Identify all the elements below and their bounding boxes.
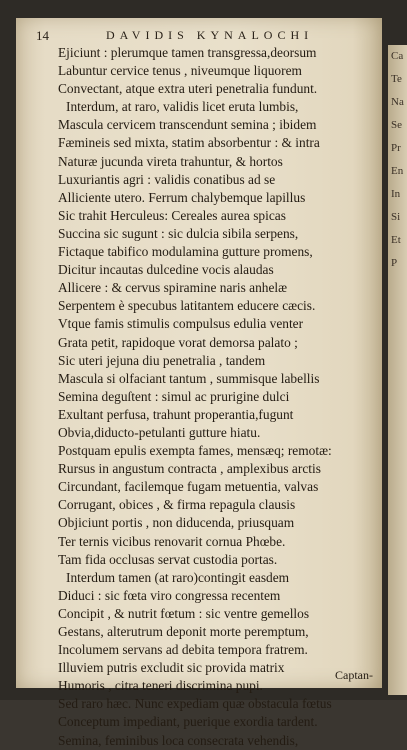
verse-line: Vtque famis stimulis compulsus edulia venter	[58, 316, 304, 332]
running-title: DAVIDIS KYNALOCHI	[106, 28, 314, 42]
verse-line: Interdum tamen (at raro)contingit easdem	[66, 569, 290, 585]
verse-text	[58, 44, 384, 750]
verse-line: Circundant, facilemque fugam metuentia, valvas	[58, 479, 319, 495]
verse-line: Ter ternis vicibus renovarit cornua Phœbe.	[58, 533, 286, 549]
verse-line: Fæmineis sed mixta, statim absorbentur : & intra	[58, 135, 320, 151]
verse-line: Semina, feminibus loca consecrata vehendis,	[58, 732, 299, 748]
verse-line: Succina sic sugunt : sic dulcia sibila serpens,	[58, 225, 299, 241]
adjacent-page-fragment: Te	[391, 73, 402, 85]
verse-line: Objiciunt portis , non diducenda, priusquam	[58, 515, 295, 531]
adjacent-page-fragment: Pr	[391, 142, 401, 154]
verse-line: Gestans, alterutrum deponit morte peremptum,	[58, 624, 309, 639]
verse-line: Sed raro hæc. Nunc expediam quæ obstacula fœtus	[58, 696, 332, 712]
verse-line: Alliciente utero. Ferrum chalybemque lapillus	[58, 189, 306, 205]
adjacent-page-fragment: P	[391, 257, 398, 269]
adjacent-page-fragment: In	[391, 188, 401, 200]
verse-line: Corrugant, obices , & firma repagula clausis	[58, 497, 296, 513]
adjacent-page-fragment: Se	[391, 119, 402, 131]
verse-line: Naturæ jucunda vireta trahuntur, & hortos	[58, 153, 283, 169]
verse-line: Conceptum impediant, puerique exordia tardent.	[58, 714, 318, 730]
verse-line: Sic uteri jejuna diu penetralia , tandem	[58, 352, 266, 368]
verse-line: Allicere : & cervus spiramine naris anhelæ	[58, 280, 288, 296]
verse-line: Luxuriantis agri : validis conatibus ad se	[58, 171, 276, 187]
page-number: 14	[36, 28, 49, 43]
verse-line: Rursus in angustum contracta , amplexibus arctis	[58, 461, 321, 477]
adjacent-page-fragment: Ca	[391, 50, 404, 62]
adjacent-page-fragment: Et	[391, 234, 401, 246]
adjacent-page-edge	[388, 45, 407, 695]
verse-line: Tam fida occlusas servat custodia portas.	[58, 551, 278, 567]
verse-line: Dicitur incautas dulcedine vocis alaudas	[58, 262, 274, 278]
verse-line: Mascula si olfaciant tantum , summisque labellis	[58, 370, 320, 386]
verse-line: Labuntur cervice tenus , niveumque liquorem	[58, 63, 302, 79]
verse-line: Humoris , citra teneri discrimina pupi.	[58, 678, 263, 694]
verse-line: Postquam epulis exempta fames, mensæq; remotæ:	[58, 443, 332, 459]
catchword: Captan-	[335, 668, 373, 682]
verse-line: Incolumem servans ad debita tempora fratrem.	[58, 642, 308, 658]
adjacent-page-fragment: En	[391, 165, 404, 177]
verse-line: Serpentem è specubus latitantem educere cæcis.	[58, 298, 316, 314]
verse-line: Obvia,diducto-petulanti gutture hiatu.	[58, 424, 261, 440]
verse-line: Fictaque tabifico modulamina gutture promens,	[58, 244, 313, 260]
verse-line: Concipit , & nutrit fœtum : sic ventre gemellos	[58, 605, 310, 621]
verse-line: Grata petit, rapidoque vorat demorsa palato ;	[58, 334, 298, 350]
verse-line: Convectant, atque extra uteri penetralia fundunt.	[58, 81, 318, 97]
verse-line: Semina deguſtent : simul ac prurigine dulci	[58, 388, 290, 404]
verse-line: Interdum, at raro, validis licet eruta lumbis,	[66, 99, 299, 115]
adjacent-page-fragment: Si	[391, 211, 401, 223]
verse-line: Ejiciunt : plerumque tamen transgressa,deorsum	[58, 45, 317, 60]
verse-line: Illuviem putris excludit sic provida matrix	[58, 660, 285, 676]
verse-line: Mascula cervicem transcendunt semina ; ibidem	[58, 117, 317, 133]
verse-line: Exultant perfusa, trahunt properantia,fugunt	[58, 406, 294, 422]
adjacent-page-fragment: Na	[391, 96, 404, 108]
verse-line: Sic trahit Herculeus: Cereales aurea spicas	[58, 207, 286, 223]
verse-line: Diduci : sic fœta viro congressa recentem	[58, 587, 281, 603]
